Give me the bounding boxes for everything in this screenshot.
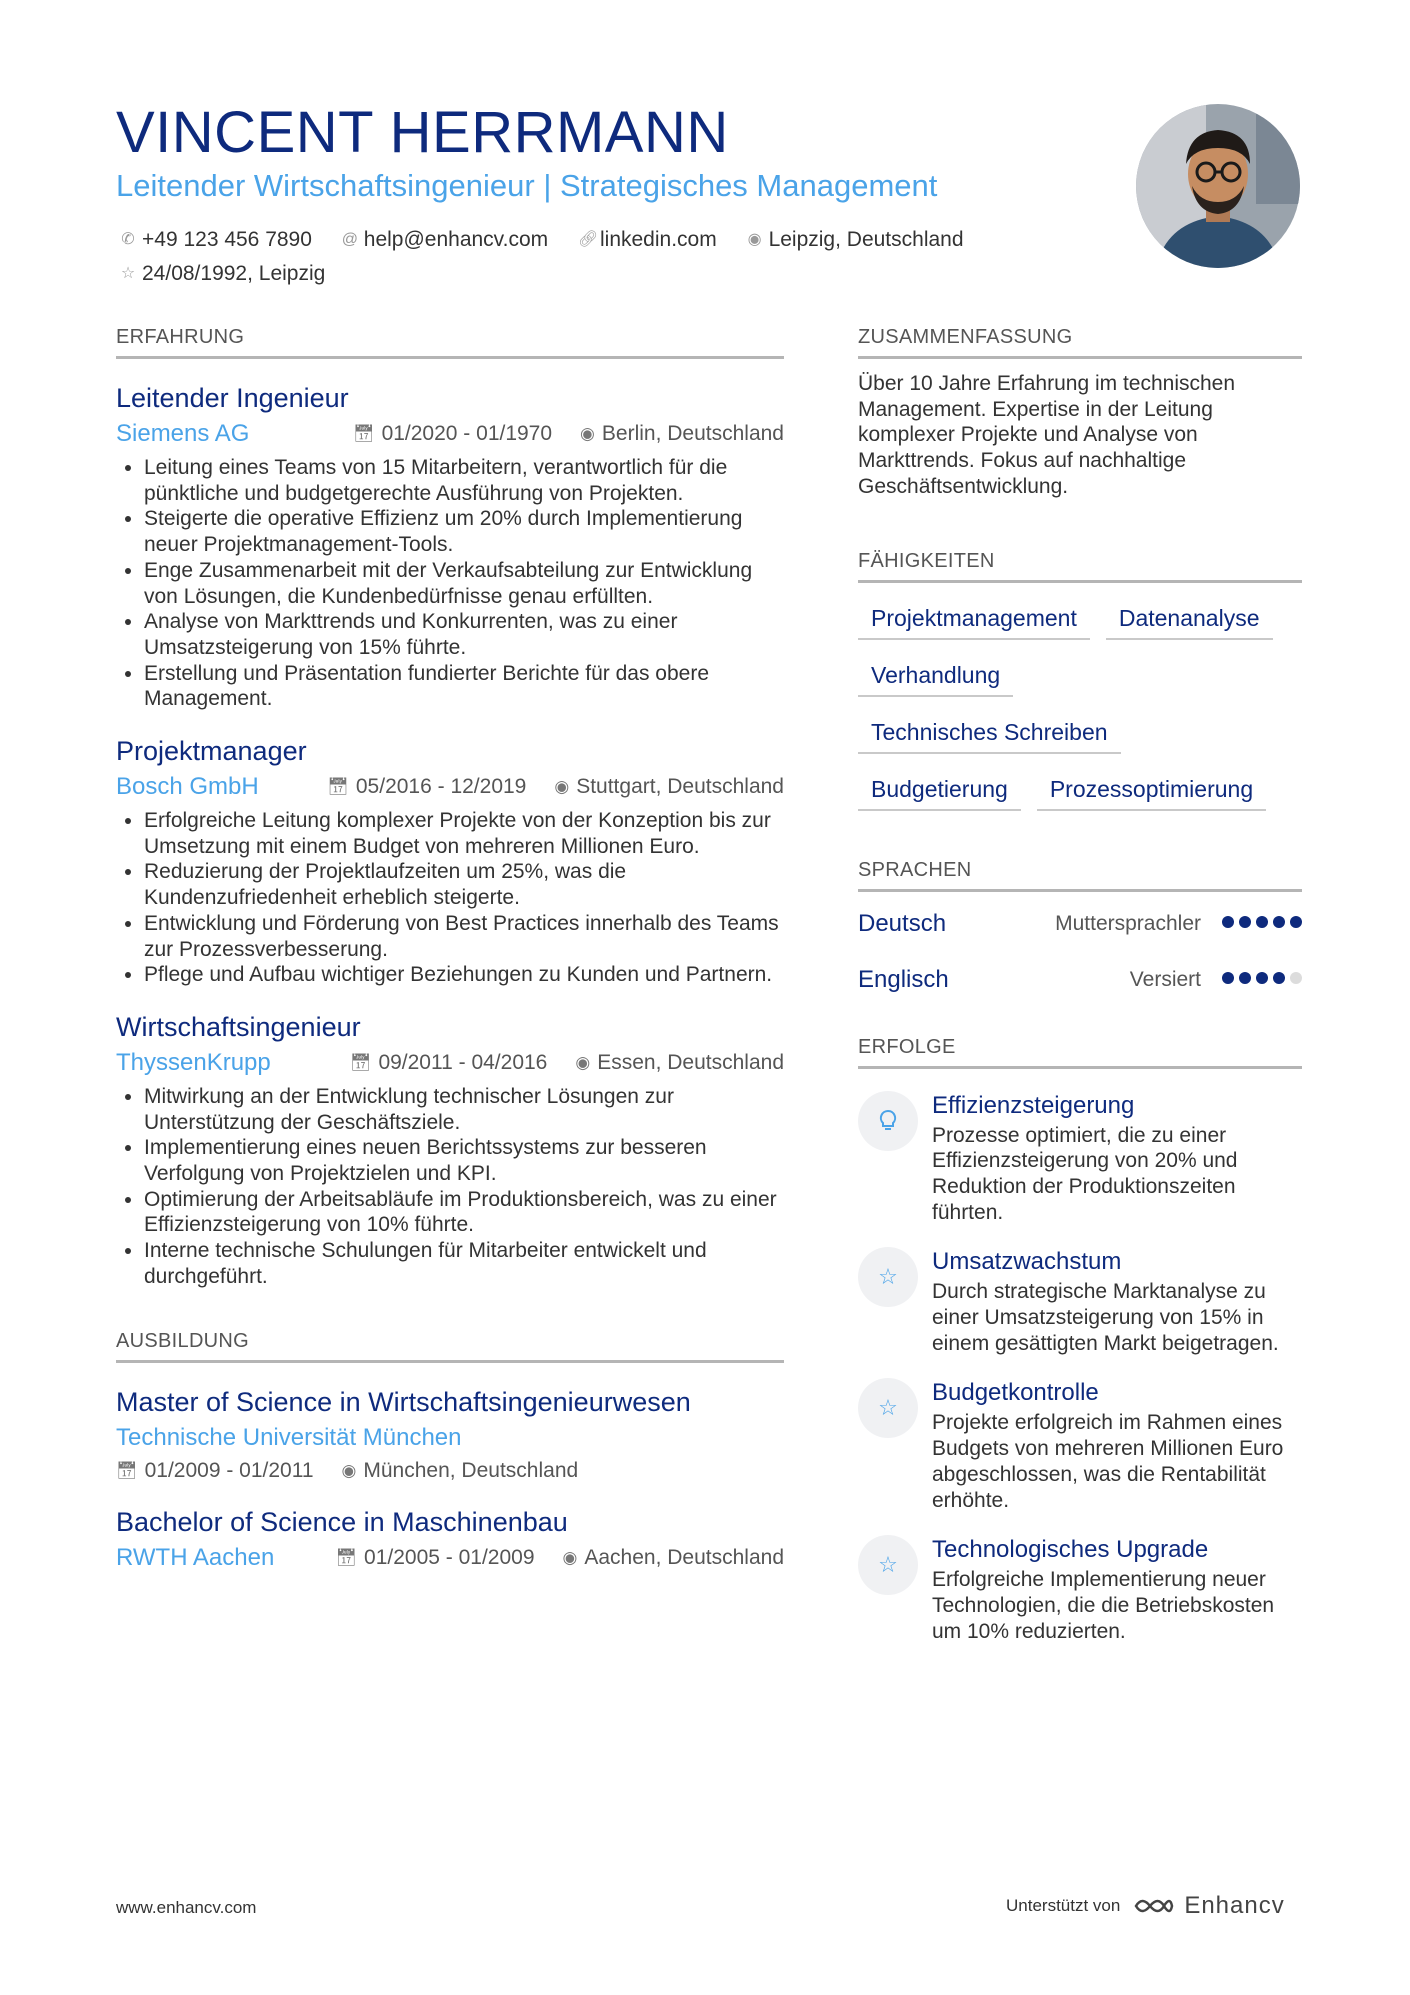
experience-entry bbox=[116, 381, 784, 712]
star-icon: ☆ bbox=[858, 1378, 918, 1438]
list-item: • Mitwirkung an der Entwicklung technischer Lösungen zur Unterstützung der Geschäftsziele. bbox=[144, 1084, 784, 1135]
location-icon: ◉ bbox=[747, 231, 762, 248]
location-icon: ◉ bbox=[580, 424, 595, 443]
job-dates: 01/2020 - 01/1970 bbox=[381, 422, 553, 445]
job-role: Wirtschaftsingenieur bbox=[116, 1011, 361, 1042]
list-item: • Erstellung und Präsentation fundierter Berichte für das obere Management. bbox=[144, 661, 784, 712]
language-row bbox=[858, 952, 1302, 1008]
edu-dates: 01/2009 - 01/2011 bbox=[144, 1458, 314, 1482]
language-name: Deutsch bbox=[858, 909, 947, 937]
profile-photo bbox=[1136, 104, 1300, 268]
footer-website[interactable]: www.enhancv.com bbox=[116, 1898, 257, 1917]
language-row bbox=[858, 896, 1302, 952]
job-location: Essen, Deutschland bbox=[597, 1050, 784, 1074]
degree-title: Master of Science in Wirtschaftsingenieurwesen bbox=[116, 1386, 691, 1417]
location-icon: ◉ bbox=[575, 1052, 591, 1072]
calendar-icon: 📅︎ bbox=[349, 1052, 372, 1072]
summary-title: ZUSAMMENFASSUNG bbox=[858, 324, 1302, 359]
language-name: Englisch bbox=[858, 965, 949, 993]
achievement-item bbox=[858, 1091, 1302, 1226]
at-icon: @ bbox=[341, 231, 359, 248]
education-entry bbox=[116, 1385, 784, 1483]
language-level: Versiert bbox=[1129, 967, 1201, 991]
star-icon: ☆ bbox=[858, 1535, 918, 1595]
language-level: Muttersprachler bbox=[1055, 911, 1201, 935]
rating-dot-empty bbox=[1290, 972, 1302, 984]
experience-title: ERFAHRUNG bbox=[116, 324, 784, 359]
skill-tag: Budgetierung bbox=[858, 764, 1021, 811]
skill-tag: Datenanalyse bbox=[1106, 593, 1273, 640]
degree-title: Bachelor of Science in Maschinenbau bbox=[116, 1506, 568, 1537]
rating-dot-filled bbox=[1273, 916, 1285, 928]
lightbulb-icon bbox=[858, 1091, 918, 1151]
achievement-desc: Prozesse optimiert, die zu einer Effizienzsteigerung von 20% und Reduktion der Produktionszeiten führten. bbox=[932, 1123, 1238, 1224]
candidate-headline: Leitender Wirtschaftsingenieur | Strategisches Management bbox=[116, 168, 938, 203]
language-rating bbox=[1217, 915, 1302, 933]
brand-name[interactable]: Enhancv bbox=[1184, 1892, 1285, 1919]
job-location: Berlin, Deutschland bbox=[601, 422, 784, 445]
job-role: Projektmanager bbox=[116, 736, 307, 767]
skill-tag: Verhandlung bbox=[858, 650, 1013, 697]
skill-tag: Prozessoptimierung bbox=[1037, 764, 1266, 811]
contact-email[interactable]: @ help@enhancv.com bbox=[342, 224, 548, 256]
achievement-title: Technologisches Upgrade bbox=[932, 1536, 1209, 1564]
link-icon: 🔗︎ bbox=[577, 231, 599, 248]
list-item: • Erfolgreiche Leitung komplexer Projekte von der Konzeption bis zur Umsetzung mit einem Budget von mehreren Millionen Euro. bbox=[144, 808, 784, 859]
phone-icon: ✆ bbox=[121, 231, 135, 248]
list-item: • Analyse von Markttrends und Konkurrenten, was zu einer Umsatzsteigerung von 15% führte. bbox=[144, 609, 784, 660]
experience-entry bbox=[116, 734, 784, 988]
achievement-item bbox=[858, 1535, 1302, 1644]
education-title: AUSBILDUNG bbox=[116, 1328, 784, 1363]
edu-dates: 01/2005 - 01/2009 bbox=[364, 1545, 535, 1569]
job-company: Siemens AG bbox=[116, 420, 250, 447]
skills-list bbox=[858, 593, 1302, 821]
job-dates: 09/2011 - 04/2016 bbox=[378, 1050, 548, 1074]
calendar-icon: 📅︎ bbox=[352, 424, 375, 443]
list-item: • Pflege und Aufbau wichtiger Beziehungen zu Kunden und Partnern. bbox=[144, 962, 784, 988]
school-name: RWTH Aachen bbox=[116, 1543, 275, 1571]
job-bullets bbox=[116, 455, 784, 712]
right-column bbox=[858, 324, 1302, 1644]
list-item: • Steigerte die operative Effizienz um 20% durch Implementierung neuer Projektmanagement-Tools. bbox=[144, 506, 784, 557]
job-company: ThyssenKrupp bbox=[116, 1048, 271, 1076]
enhancv-logo-icon bbox=[1132, 1894, 1176, 1918]
achievement-desc: Durch strategische Marktanalyse zu einer Umsatzsteigerung von 15% in einem gesättigten Markt beigetragen. bbox=[932, 1280, 1279, 1355]
calendar-icon: 📅︎ bbox=[116, 1460, 138, 1480]
edu-location: Aachen, Deutschland bbox=[584, 1545, 784, 1569]
edu-location: München, Deutschland bbox=[363, 1458, 579, 1482]
contact-list bbox=[120, 222, 1060, 290]
rating-dot-filled bbox=[1239, 972, 1251, 984]
rating-dot-filled bbox=[1290, 916, 1302, 928]
contact-linkedin[interactable]: 🔗︎ linkedin.com bbox=[578, 224, 717, 256]
rating-dot-filled bbox=[1256, 916, 1268, 928]
candidate-name: VINCENT HERRMANN bbox=[116, 100, 729, 165]
experience-entry bbox=[116, 1010, 784, 1290]
star-icon: ☆ bbox=[120, 265, 136, 282]
rating-dot-filled bbox=[1239, 916, 1251, 928]
list-item: • Optimierung der Arbeitsabläufe im Produktionsbereich, was zu einer Effizienzsteigerung von 10% führte. bbox=[144, 1187, 784, 1238]
job-bullets bbox=[116, 1084, 784, 1290]
calendar-icon: 📅︎ bbox=[327, 777, 349, 797]
language-rating bbox=[1217, 971, 1302, 989]
rating-dot-filled bbox=[1273, 972, 1285, 984]
achievement-title: Budgetkontrolle bbox=[932, 1379, 1099, 1407]
achievement-desc: Projekte erfolgreich im Rahmen eines Budgets von mehreren Millionen Euro abgeschlossen, was die Rentabilität erhöhte. bbox=[932, 1411, 1284, 1512]
left-column bbox=[116, 324, 784, 1573]
list-item: • Implementierung eines neuen Berichtssystems zur besseren Verfolgung von Projektzielen und KPI. bbox=[144, 1135, 784, 1186]
location-icon: ◉ bbox=[554, 777, 570, 797]
location-icon: ◉ bbox=[341, 1460, 357, 1480]
contact-phone: ✆ +49 123 456 7890 bbox=[120, 224, 312, 256]
rating-dot-filled bbox=[1222, 916, 1234, 928]
achievement-title: Umsatzwachstum bbox=[932, 1248, 1122, 1276]
list-item: • Entwicklung und Förderung von Best Practices innerhalb des Teams zur Prozessverbesserung. bbox=[144, 911, 784, 962]
contact-location: ◉ Leipzig, Deutschland bbox=[747, 224, 964, 256]
rating-dot-filled bbox=[1222, 972, 1234, 984]
calendar-icon: 📅︎ bbox=[335, 1547, 358, 1567]
achievement-item bbox=[858, 1378, 1302, 1513]
achievement-desc: Erfolgreiche Implementierung neuer Technologien, die die Betriebskosten um 10% reduzierten. bbox=[932, 1568, 1275, 1643]
achievements-title: ERFOLGE bbox=[858, 1034, 1302, 1069]
list-item: • Leitung eines Teams von 15 Mitarbeitern, verantwortlich für die pünktliche und budgetgerechte Ausführung von Projekten. bbox=[144, 455, 784, 506]
education-entry bbox=[116, 1505, 784, 1573]
achievement-title: Effizienzsteigerung bbox=[932, 1091, 1135, 1119]
star-icon: ☆ bbox=[858, 1247, 918, 1307]
list-item: • Enge Zusammenarbeit mit der Verkaufsabteilung zur Entwicklung von Lösungen, die Kundenbedürfnisse genau erfüllten. bbox=[144, 558, 784, 609]
list-item: • Interne technische Schulungen für Mitarbeiter entwickelt und durchgeführt. bbox=[144, 1238, 784, 1289]
list-item: • Reduzierung der Projektlaufzeiten um 25%, was die Kundenzufriedenheit erheblich steigerte. bbox=[144, 859, 784, 910]
languages-title: SPRACHEN bbox=[858, 857, 1302, 892]
language-list bbox=[858, 896, 1302, 1008]
school-name: Technische Universität München bbox=[116, 1423, 462, 1451]
contact-birth: ☆ 24/08/1992, Leipzig bbox=[120, 258, 325, 290]
job-dates: 05/2016 - 12/2019 bbox=[355, 775, 527, 799]
skills-title: FÄHIGKEITEN bbox=[858, 548, 1302, 583]
job-company: Bosch GmbH bbox=[116, 773, 259, 801]
job-location: Stuttgart, Deutschland bbox=[576, 775, 784, 799]
footer-brand bbox=[1006, 1892, 1285, 1920]
powered-by-label: Unterstützt von bbox=[1006, 1896, 1121, 1915]
skill-tag: Projektmanagement bbox=[858, 593, 1090, 640]
job-bullets bbox=[116, 808, 784, 988]
job-role: Leitender Ingenieur bbox=[116, 383, 349, 413]
rating-dot-filled bbox=[1256, 972, 1268, 984]
skill-tag: Technisches Schreiben bbox=[858, 707, 1121, 754]
summary-text: Über 10 Jahre Erfahrung im technischen Management. Expertise in der Leitung komplexer Projekte und Analyse von Markttrends. Fokus auf nachhaltige Geschäftsentwicklung. bbox=[858, 372, 1236, 498]
avatar bbox=[1136, 104, 1300, 268]
location-icon: ◉ bbox=[562, 1547, 578, 1567]
achievement-item bbox=[858, 1247, 1302, 1356]
